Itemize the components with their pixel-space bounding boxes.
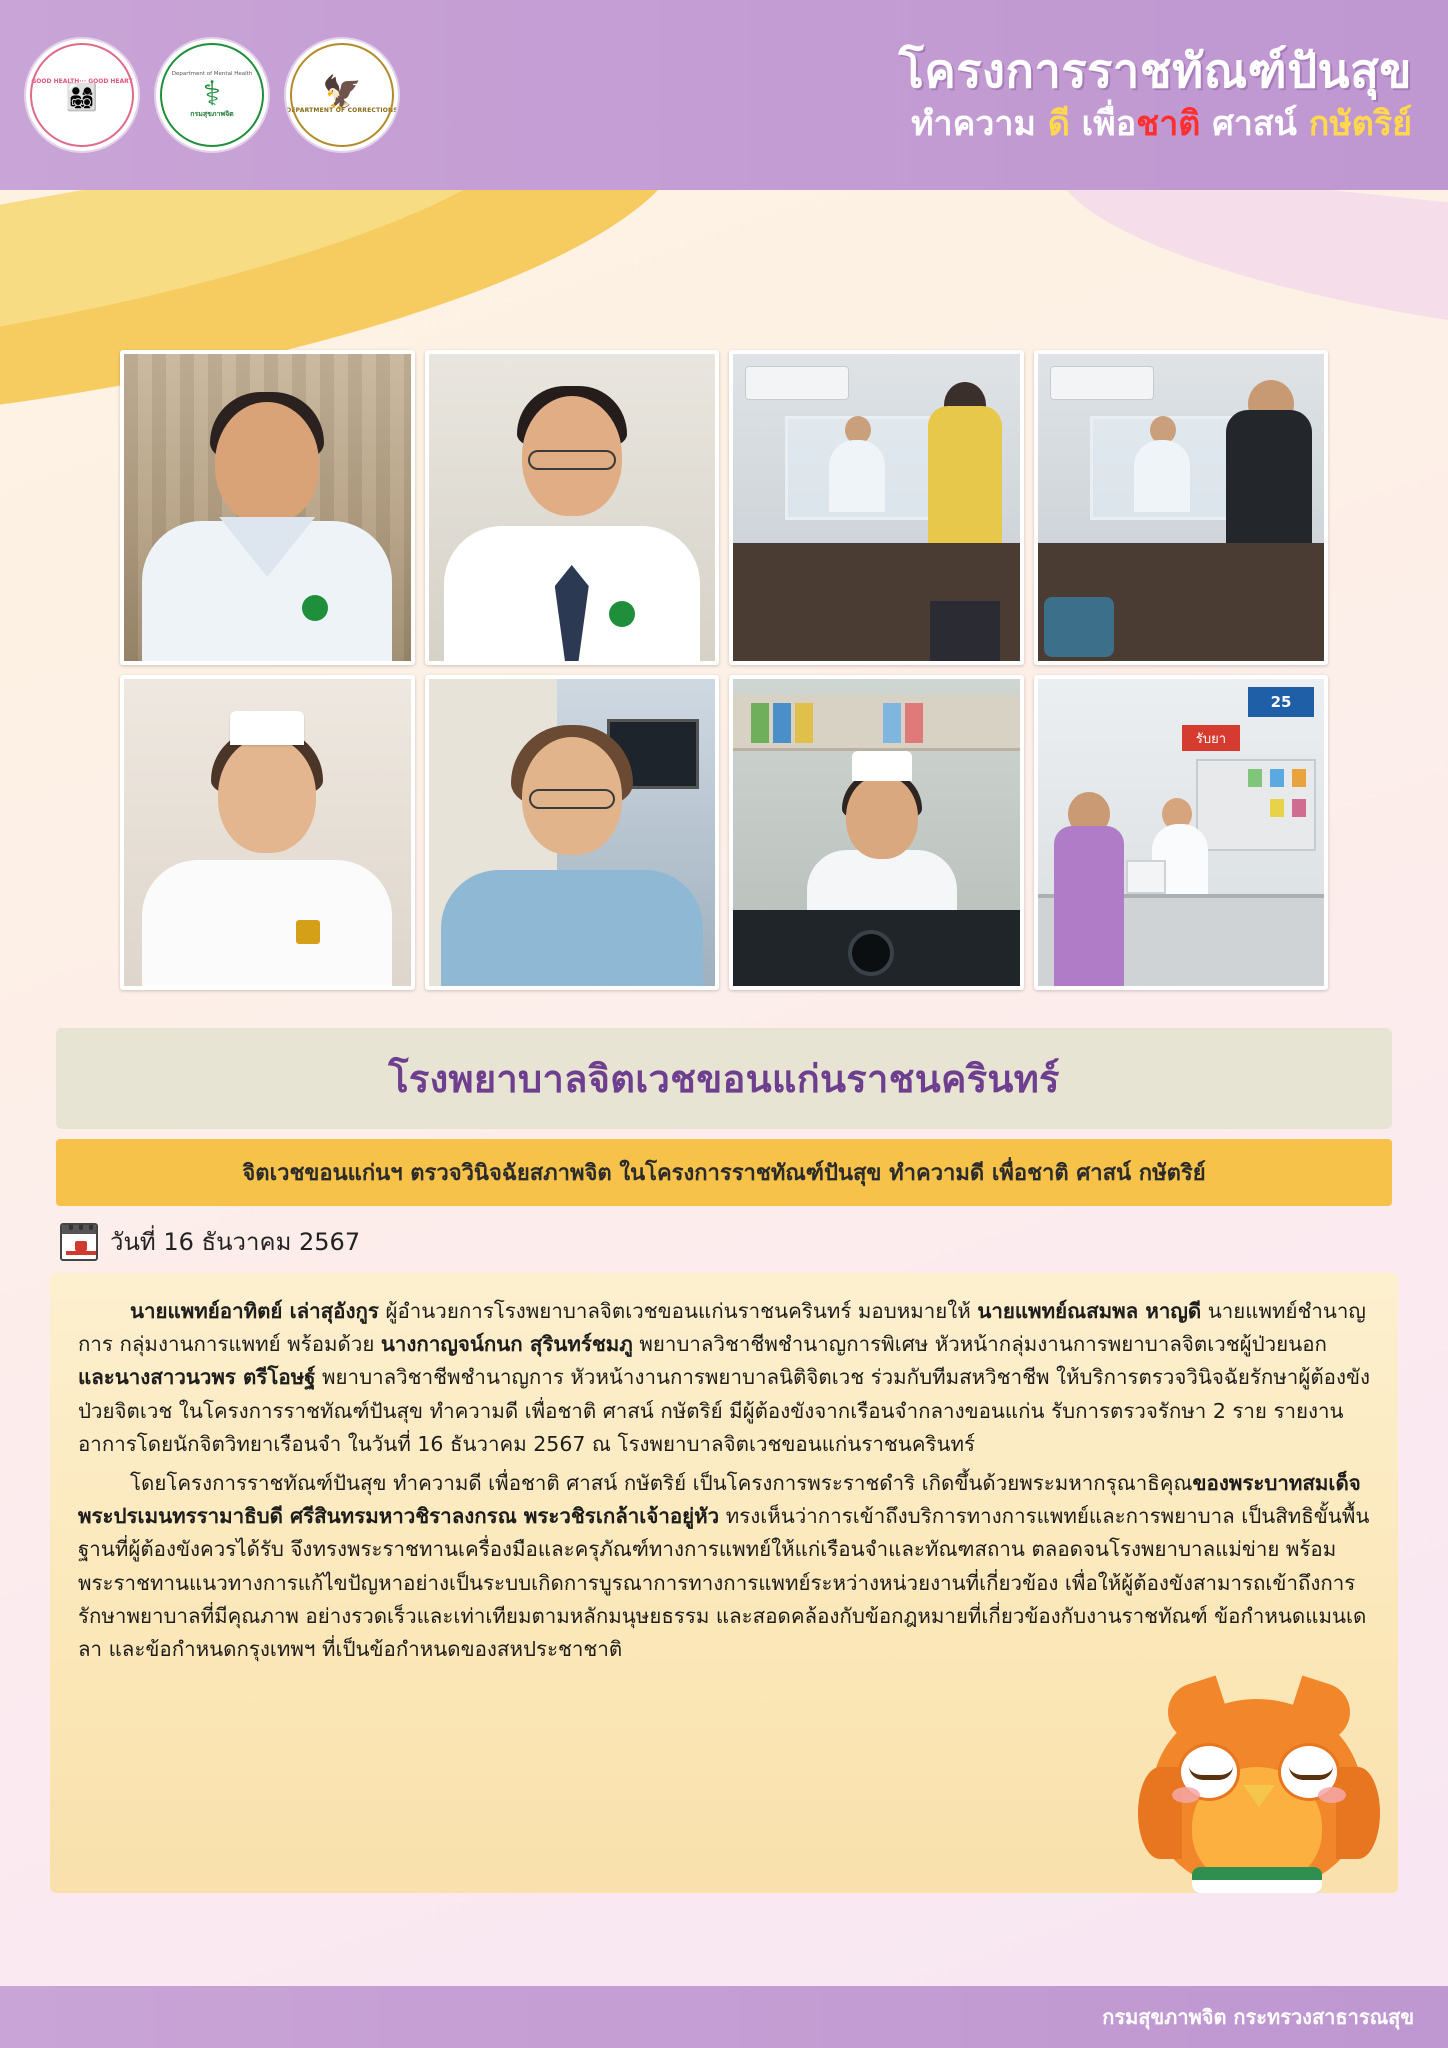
dispensary-th-label: รับยา <box>1182 725 1240 751</box>
slogan-part-3: เพื่อ <box>1081 103 1137 144</box>
slogan-part-5: ศาสน์ <box>1212 103 1309 144</box>
caduceus-icon: ⚕ <box>202 74 222 115</box>
page-header <box>0 0 1448 190</box>
photo-scene <box>733 679 1020 986</box>
logo-ring <box>290 43 394 147</box>
slogan-part-2: ดี <box>1047 103 1082 144</box>
photo-grid <box>120 350 1328 990</box>
hospital-name: โรงพยาบาลจิตเวชขอนแก่นราชนครินทร์ <box>388 1057 1060 1101</box>
article-paragraph-2: โดยโครงการราชทัณฑ์ปันสุข ทำความดี เพื่อชาติ ศาสน์ กษัตริย์ เป็นโครงการพระราชดำริ เกิดขึ้นด้วยพระมหากรุณาธิคุณของพระบาทสมเด็จพระปรเมนทรรามาธิบดี ศรีสินทรมหาวชิราลงกรณ พระวชิรเกล้าเจ้าอยู่หัว ทรงเห็นว่าการเข้าถึงบริการทางการแพทย์และการพยาบาล เป็นสิทธิขั้นพื้นฐานที่ผู้ต้องขังควรได้รับ จึงทรงพระราชทานเครื่องมือและครุภัณฑ์ทางการแพทย์ให้แก่เรือนจำและทัณฑสถาน ตลอดจนโรงพยาบาลแม่ข่าย พร้อมพระราชทานแนวทางการแก้ไขปัญหาอย่างเป็นระบบเกิดการบูรณาการทางการแพทย์ระหว่างหน่วยงานที่เกี่ยวข้อง เพื่อให้ผู้ต้องขังสามารถเข้าถึงการรักษาพยาบาลที่มีคุณภาพ อย่างรวดเร็วและเท่าเทียมตามหลักมนุษยธรรม และสอดคล้องกับข้อกฎหมายที่เกี่ยวข้องกับงานราชทัณฑ์ ข้อกำหนดแมนเดลา และข้อกำหนดกรุงเทพฯ ที่เป็นข้อกำหนดของสหประชาชาติ <box>78 1471 1370 1662</box>
photo-doctor-male-1 <box>120 350 415 665</box>
photo-scene <box>124 679 411 986</box>
logo-caption-top: GOOD HEALTH··· GOOD HEART <box>31 77 133 85</box>
kids-icon: 👨‍👩‍👧‍👦 <box>65 83 99 114</box>
slogan-part-4: ชาติ <box>1136 103 1213 144</box>
page-footer <box>0 1986 1448 2048</box>
slogan-part-1: ทำความ <box>911 103 1048 144</box>
header-titles <box>398 44 1422 144</box>
project-slogan <box>398 103 1412 144</box>
photo-pharmacy-window <box>1034 675 1329 990</box>
photo-scene <box>429 354 716 661</box>
article-body <box>50 1273 1398 1893</box>
hospital-title-bar <box>56 1028 1392 1129</box>
photo-consultation-counter-2 <box>1034 350 1329 665</box>
logo-caption-en: DEPARTMENT OF CORRECTIONS <box>286 106 398 114</box>
department-of-corrections-logo <box>286 39 398 151</box>
photo-doctor-male-2 <box>425 350 720 665</box>
photo-consultation-counter-1 <box>729 350 1024 665</box>
logo-ring <box>30 43 134 147</box>
subtitle-bar <box>56 1139 1392 1206</box>
owl-mascot <box>1134 1647 1384 1897</box>
photo-scene <box>733 354 1020 661</box>
logo-caption-th: กรมสุขภาพจิต <box>190 110 234 119</box>
photo-scene <box>124 354 411 661</box>
garuda-icon: 🦅 <box>322 72 362 111</box>
photo-nurse-2 <box>425 675 720 990</box>
article-paragraph-1: นายแพทย์อาทิตย์ เล่าสุอังกูร ผู้อำนวยการโรงพยาบาลจิตเวชขอนแก่นราชนครินทร์ มอบหมายให้ นายแพทย์ณสมพล หาญดี นายแพทย์ชำนาญการ กลุ่มงานการแพทย์ พร้อมด้วย นางกาญจน์กนก สุรินทร์ชมภู พยาบาลวิชาชีพชำนาญการพิเศษ หัวหน้ากลุ่มงานการพยาบาลจิตเวชผู้ป่วยนอก และนางสาวนวพร ตรีโอษฐ์ พยาบาลวิชาชีพชำนาญการ หัวหน้างานการพยาบาลนิติจิตเวช ร่วมกับทีมสหวิชาชีพ ให้บริการตรวจวินิจฉัยรักษาผู้ต้องขังป่วยจิตเวช ในโครงการราชทัณฑ์ปันสุข ทำความดี เพื่อชาติ ศาสน์ กษัตริย์ มีผู้ต้องขังจากเรือนจำกลางขอนแก่น รับการตรวจรักษา 2 ราย รายงานอาการโดยนักจิตวิทยาเรือนจำ ในวันที่ 16 ธันวาคม 2567 ณ โรงพยาบาลจิตเวชขอนแก่นราชนครินทร์ <box>78 1299 1370 1456</box>
photo-scene <box>1038 679 1325 986</box>
photo-scene <box>429 679 716 986</box>
date-row <box>60 1222 1448 1261</box>
logo-group <box>26 39 398 151</box>
project-title: โครงการราชทัณฑ์ปันสุข <box>898 44 1412 100</box>
footer-text: กรมสุขภาพจิต กระทรวงสาธารณสุข <box>1102 2005 1414 2029</box>
logo-caption-en: Department of Mental Health <box>171 71 253 78</box>
photo-nurse-at-desk <box>729 675 1024 990</box>
dispensary-number-label: 25 <box>1248 687 1314 717</box>
good-health-good-heart-logo <box>26 39 138 151</box>
subtitle-text: จิตเวชขอนแก่นฯ ตรวจวินิจฉัยสภาพจิต ในโครงการราชทัณฑ์ปันสุข ทำความดี เพื่อชาติ ศาสน์ กษัตริย์ <box>242 1161 1206 1186</box>
slogan-part-6: กษัตริย์ <box>1308 103 1412 144</box>
calendar-icon <box>60 1223 98 1261</box>
department-of-mental-health-logo <box>156 39 268 151</box>
logo-ring <box>160 43 264 147</box>
photo-nurse-1 <box>120 675 415 990</box>
photo-scene <box>1038 354 1325 661</box>
date-text: วันที่ 16 ธันวาคม 2567 <box>110 1228 361 1256</box>
